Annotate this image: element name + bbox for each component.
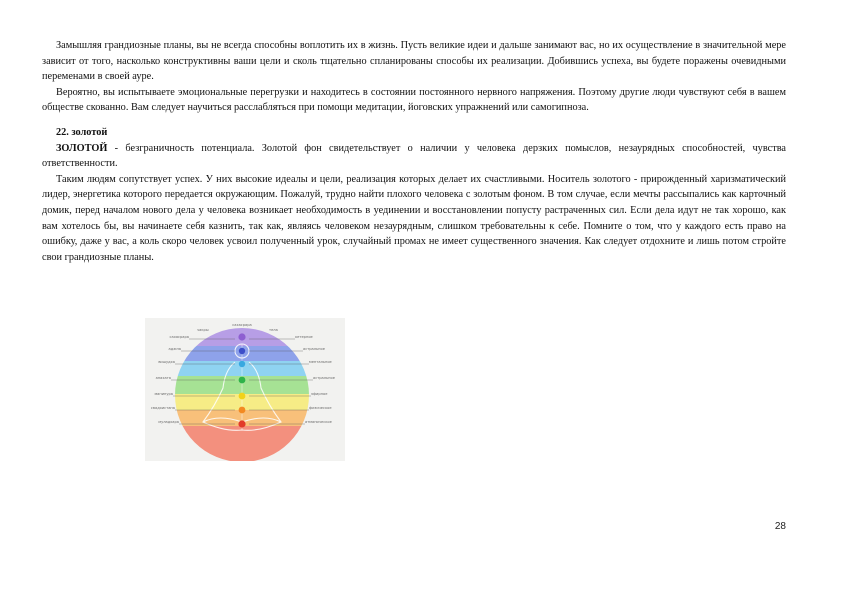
paragraph-spacer bbox=[42, 116, 786, 125]
chakra-aura-illustration bbox=[145, 318, 345, 461]
chakra-label-left: вишудха bbox=[158, 360, 175, 364]
definition-text: - безграничность потенциала. Золотой фон свидетельствует о наличии у человека дерзких помыслов, незаурядных способностей, чувства ответственности. bbox=[42, 142, 786, 170]
chakra-label-left: свадхистана bbox=[150, 406, 175, 410]
chakra-label-left: муладхара bbox=[158, 420, 179, 424]
chakra-label-right: эфирное bbox=[311, 392, 328, 396]
figure-top-label: сахасрара bbox=[232, 323, 252, 327]
chakra-label-right: астральное bbox=[303, 347, 325, 351]
chakra-dot-third-eye bbox=[239, 348, 245, 354]
paragraph-emotional-overload: Вероятно, вы испытываете эмоциональные перегрузки и находитесь в состоянии постоянного нервного напряжения. Поэтому другие люди чувствуют себя в вашем обществе скованно. Вам следует научиться расслабляться при помощи медитации, йоговских упражнений или самогипноза. bbox=[42, 86, 786, 114]
body-text bbox=[42, 38, 786, 265]
section-heading: 22. золотой bbox=[56, 126, 108, 138]
chakra-label-left: аджна bbox=[168, 347, 181, 351]
definition-term: ЗОЛОТОЙ bbox=[56, 142, 108, 154]
chakra-label-right: атманическое bbox=[305, 420, 332, 424]
chakra-label-right: кетерное bbox=[295, 335, 313, 339]
paragraph-ambitions: Замышляя грандиозные планы, вы не всегда способны воплотить их в жизнь. Пусть великие идеи и дальше занимают вас, но их осуществление в значительной мере зависит от того, насколько конструктивны ваши цели и сколь тщательно спланированы способы их реализации. Добившись успеха, вы будете поражены очевидными переменами в своей ауре. bbox=[42, 40, 786, 83]
chakra-aura-figure bbox=[145, 318, 345, 461]
aura-band-red bbox=[145, 426, 345, 461]
chakra-label-left: сахасрара bbox=[169, 335, 189, 339]
page-number: 28 bbox=[774, 521, 786, 532]
chakra-dot-sacral bbox=[239, 407, 246, 414]
chakra-dot-heart bbox=[239, 377, 246, 384]
chakra-label-left: манипура bbox=[154, 392, 173, 396]
figure-right-header: тела bbox=[269, 328, 278, 332]
definition-paragraph bbox=[42, 141, 786, 172]
aura-rainbow-bands bbox=[145, 318, 345, 461]
chakra-label-right: ментальное bbox=[309, 360, 332, 364]
figure-left-header: чакры bbox=[197, 328, 209, 332]
chakra-dot-crown bbox=[238, 333, 245, 340]
chakra-label-right: астральное bbox=[313, 376, 335, 380]
chakra-label-left: анахата bbox=[155, 376, 171, 380]
chakra-dot-root bbox=[238, 420, 245, 427]
chakra-dot-solar bbox=[239, 393, 246, 400]
paragraph-gold-description: Таким людям сопутствует успех. У них высокие идеалы и цели, реализация которых делает их счастливыми. Носитель золотого - прирожденный харизматический лидер, энергетика которого передается окружающим. Пожалуй, трудно найти плохого человека с золотым фоном. В том случае, если мечты рассыпались как карточный домик, перед началом нового дела у человека возникает необходимость в уединении и восстановлении попусту растраченных сил. Если дела идут не так хорошо, как вам хотелось бы, вы начинаете себя казнить, так как, являясь человеком незаурядным, слишком требовательны к себе. Помните о том, что у каждого есть право на ошибку, даже у вас, а коль скоро человек усвоил полученный урок, случайный промах не имеет существенного значения. Как следует отдохните и лишь потом стройте свои грандиозные планы. bbox=[42, 173, 786, 263]
chakra-label-right: физическое bbox=[309, 406, 332, 410]
chakra-dot-throat bbox=[239, 361, 245, 367]
